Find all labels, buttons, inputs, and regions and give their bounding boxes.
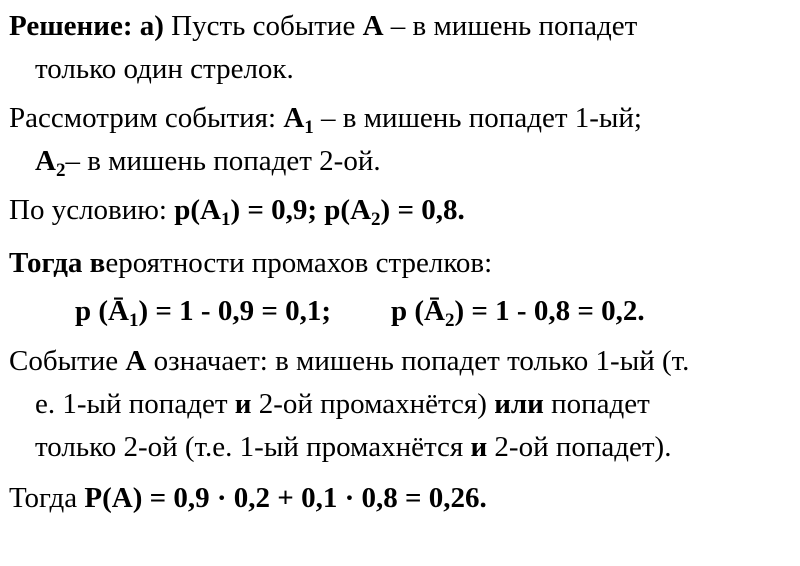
event-a1: $А_1$ [283,102,314,138]
consider-line-1 [9,101,642,138]
condition-text: По условию: [9,194,175,226]
miss-line [9,246,492,280]
result-line [9,481,487,515]
result-text: Тогда [9,482,85,514]
consider-text: Рассмотрим события: [9,102,284,134]
meaning-or: или [494,388,544,420]
condition-formula: $р(А_1) = 0,9$; $р(А_2) = 0,8$. [174,194,465,230]
result-formula: Р(А) = 0,9 · 0,2 + 0,1 · 0,8 = 0,26. [84,482,487,514]
solution-label: Решение: а) [9,10,164,42]
solution-line-1 [9,9,637,43]
event-a2-desc: – в мишень попадет 2-ой. [65,145,381,177]
event-a2: $А_2$ [35,145,66,181]
formula-miss-1: р $(Ā_1) = 1 - 0,9 = 0,1$; [75,295,332,331]
miss-text: ероятности промахов стрелков: [105,247,493,279]
event-a: А [362,10,384,42]
event-a1-desc: – в мишень попадет 1-ый; [313,102,642,134]
condition-line [9,193,465,230]
event-a2-sub: 2 [55,160,66,181]
meaning-and-1: и [234,388,252,420]
formula-miss-2: р $(Ā_2) = 1 - 0,8 = 0,2$. [391,295,645,331]
meaning-and-2: и [470,431,488,463]
event-desc: – в мишень попадет [383,10,638,42]
meaning-line-3: только 2-ой (т.е. 1-ый промахнётся и 2-ой попадет). [35,431,672,463]
miss-formulas [75,294,645,331]
meaning-line-1: Событие А означает: в мишень попадет только 1-ый (т. [9,345,690,377]
event-a1-sub: 1 [304,117,314,138]
solution-intro: Пусть событие [163,10,363,42]
meaning-line-2: е. 1-ый попадет и 2-ой промахнётся) или попадет [35,388,650,420]
consider-line-2 [35,144,381,181]
meaning-event-a: А [125,345,147,377]
miss-bold-prefix: Тогда в [9,247,106,279]
event-desc-cont: только один стрелок. [35,53,294,85]
solution-line-2 [35,52,294,86]
